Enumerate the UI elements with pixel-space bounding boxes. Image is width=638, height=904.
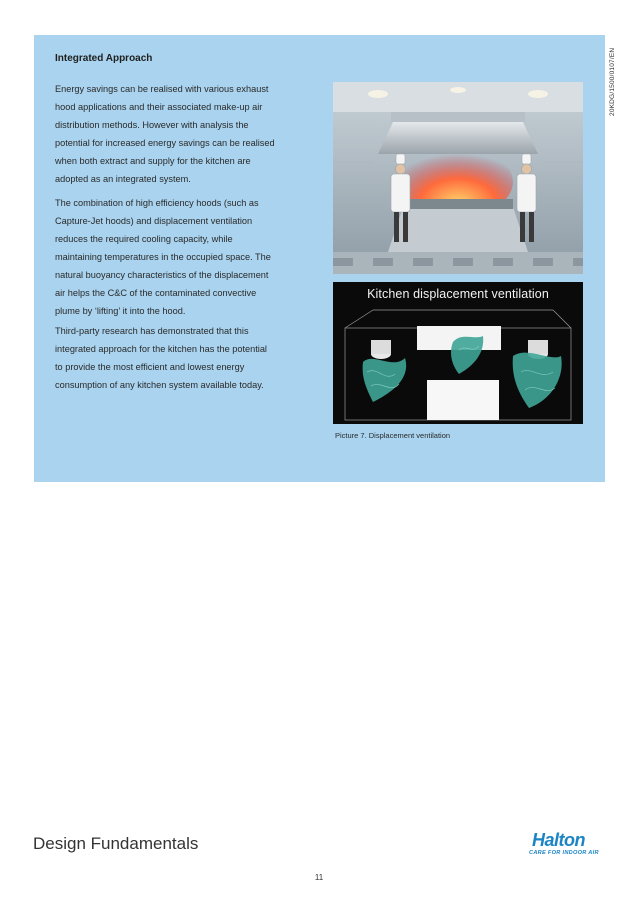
logo-tagline: CARE FOR INDOOR AIR <box>529 850 599 856</box>
halton-logo <box>526 832 606 860</box>
paragraph-line: air helps the C&C of the contaminated convective <box>55 288 257 298</box>
paragraph-1 <box>55 80 317 188</box>
footer-title: Design Fundamentals <box>33 834 199 853</box>
paragraph-line: natural buoyancy characteristics of the displacement <box>55 270 269 280</box>
document-code: 20KDG/1500/0107/EN <box>609 47 616 116</box>
paragraph-line: Capture-Jet hoods) and displacement ventilation <box>55 216 253 226</box>
paragraph-line: distribution methods. However with analysis the <box>55 120 249 130</box>
paragraph-line: integrated approach for the kitchen has the potential <box>55 344 267 354</box>
logo-wordmark: Halton <box>532 830 585 850</box>
paragraph-line: The combination of high efficiency hoods (such as <box>55 198 259 208</box>
kitchen-photo <box>333 82 583 274</box>
paragraph-line: consumption of any kitchen system available today. <box>55 380 264 390</box>
ventilation-simulation <box>333 282 583 424</box>
paragraph-2 <box>55 194 317 320</box>
paragraph-line: to provide the most efficient and lowest energy <box>55 362 245 372</box>
figure-caption: Picture 7. Displacement ventilation <box>335 431 451 440</box>
paragraph-line: maintaining temperatures in the occupied space. The <box>55 252 271 262</box>
paragraph-3 <box>55 322 317 394</box>
page-number: 11 <box>314 873 324 882</box>
paragraph-line: plume by ‘lifting’ it into the hood. <box>55 306 186 316</box>
paragraph-line: adopted as an integrated system. <box>55 174 191 184</box>
section-title: Integrated Approach <box>55 53 153 64</box>
paragraph-line: Energy savings can be realised with various exhaust <box>55 84 269 94</box>
simulation-title: Kitchen displacement ventilation <box>367 287 549 301</box>
paragraph-line: reduces the required cooling capacity, while <box>55 234 233 244</box>
paragraph-line: when both extract and supply for the kitchen are <box>55 156 251 166</box>
paragraph-line: Third-party research has demonstrated that this <box>55 326 249 336</box>
paragraph-line: hood applications and their associated make-up air <box>55 102 263 112</box>
paragraph-line: potential for increased energy savings can be realised <box>55 138 275 148</box>
